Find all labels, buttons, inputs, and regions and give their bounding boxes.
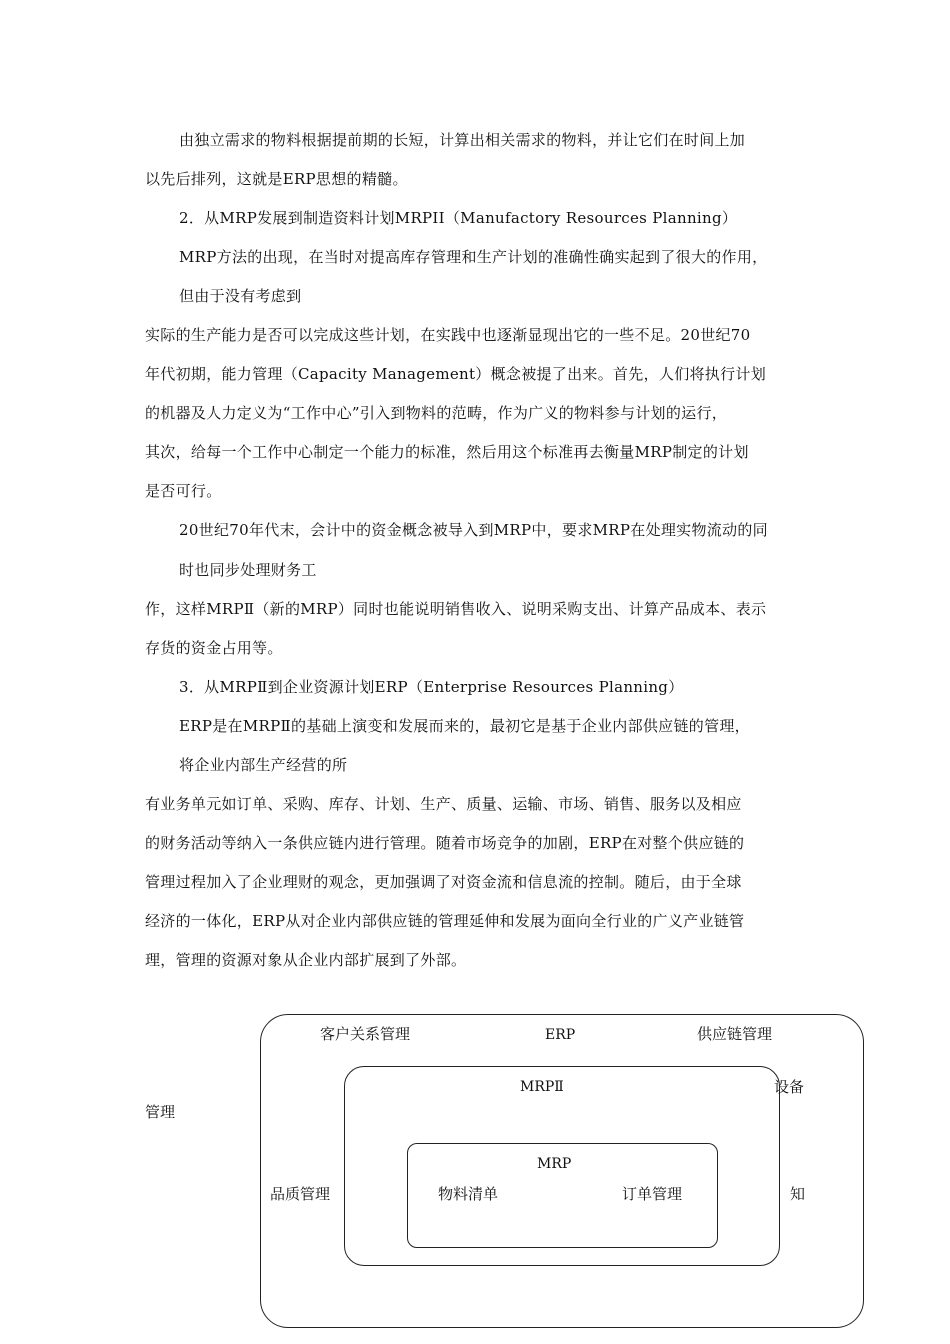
paragraph-line: 年代初期，能力管理（Capacity Management）概念被提了出来。首先，人们将执行计划 (145, 365, 767, 383)
erp-title: ERP (545, 1027, 576, 1043)
paragraph-line: 管理过程加入了企业理财的观念，更加强调了对资金流和信息流的控制。随后，由于全球 (145, 873, 742, 891)
paragraph-line: 但由于没有考虑到 (179, 287, 302, 305)
paragraph-line: 以先后排列，这就是ERP思想的精髓。 (145, 170, 408, 188)
paragraph-line: MRP方法的出现，在当时对提高库存管理和生产计划的准确性确实起到了很大的作用， (179, 248, 768, 266)
paragraph-line: 由独立需求的物料根据提前期的长短，计算出相关需求的物料，并让它们在时间上加 (179, 131, 746, 149)
paragraph-line: 经济的一体化，ERP从对企业内部供应链的管理延伸和发展为面向全行业的广义产业链管 (145, 912, 745, 930)
paragraph-line: 理，管理的资源对象从企业内部扩展到了外部。 (145, 951, 467, 969)
paragraph-line: ERP是在MRPⅡ的基础上演变和发展而来的，最初它是基于企业内部供应链的管理， (179, 717, 750, 735)
crm-label: 客户关系管理 (320, 1025, 411, 1043)
paragraph-line: 时也同步处理财务工 (179, 561, 317, 579)
section-heading: 2．从MRP发展到制造资料计划MRPII（Manufactory Resources Planning） (179, 209, 738, 227)
mrp2-title: MRPⅡ (520, 1079, 564, 1095)
section-heading: 3．从MRPⅡ到企业资源计划ERP（Enterprise Resources Planning） (179, 678, 684, 696)
paragraph-line: 的机器及人力定义为“工作中心”引入到物料的范畴，作为广义的物料参与计划的运行， (145, 404, 728, 422)
scm-label: 供应链管理 (697, 1025, 773, 1043)
equipment-label: 设备 (774, 1078, 805, 1096)
paragraph-line: 的财务活动等纳入一条供应链内进行管理。随着市场竞争的加剧，ERP在对整个供应链的 (145, 834, 745, 852)
quality-label: 品质管理 (270, 1185, 331, 1203)
paragraph-line: 将企业内部生产经营的所 (179, 756, 348, 774)
paragraph-line: 是否可行。 (145, 482, 222, 500)
paragraph-line: 20世纪70年代末，会计中的资金概念被导入到MRP中，要求MRP在处理实物流动的同 (179, 521, 768, 539)
paragraph-line: 作，这样MRPⅡ（新的MRP）同时也能说明销售收入、说明采购支出、计算产品成本、表示 (145, 600, 767, 618)
paragraph-line: 存货的资金占用等。 (145, 639, 283, 657)
mrp-title: MRP (537, 1156, 572, 1172)
paragraph-line: 实际的生产能力是否可以完成这些计划，在实践中也逐渐显现出它的一些不足。20世纪70 (145, 326, 751, 344)
paragraph-line: 其次，给每一个工作中心制定一个能力的标准，然后用这个标准再去衡量MRP制定的计划 (145, 443, 749, 461)
knowledge-label: 知 (790, 1185, 806, 1203)
management-label: 管理 (145, 1103, 176, 1121)
bom-label: 物料清单 (438, 1185, 499, 1203)
paragraph-line: 有业务单元如订单、采购、库存、计划、生产、质量、运输、市场、销售、服务以及相应 (145, 795, 742, 813)
order-label: 订单管理 (622, 1185, 683, 1203)
